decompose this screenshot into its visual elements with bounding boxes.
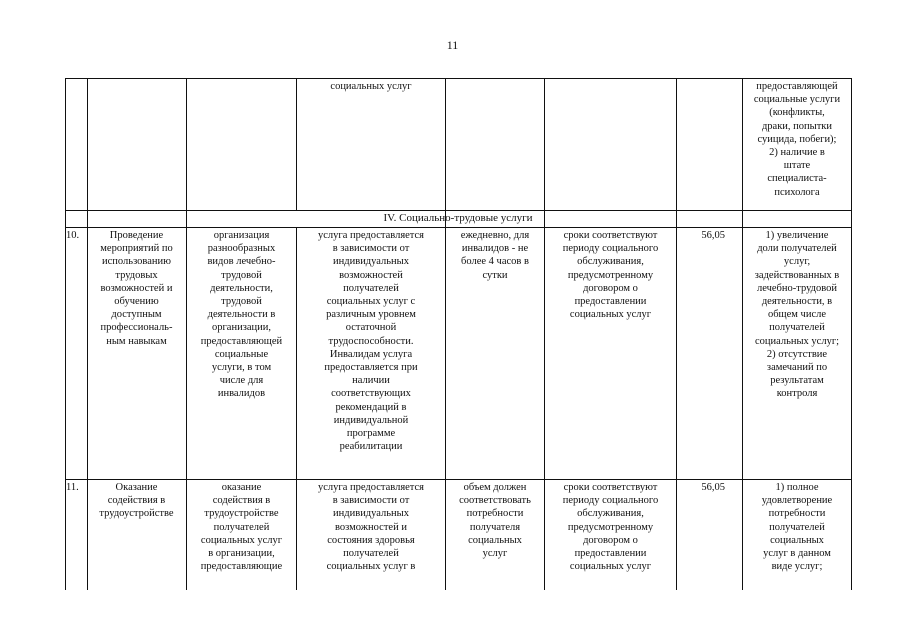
column-line — [851, 78, 852, 590]
row-line — [65, 227, 851, 228]
top-row-conditions: социальных услуг — [330, 81, 412, 92]
service-name: Проведение мероприятий по использованию трудовых возможностей и обучению доступным профессиональ- ным навыкам — [100, 230, 173, 347]
service-terms: сроки соответствуют периоду социального обслуживания, предусмотренному договором о предоставлении социальных услуг — [562, 230, 659, 321]
service-volume: объем должен соответствовать потребности получателя социальных услуг — [459, 482, 531, 560]
service-volume: ежедневно, для инвалидов - не более 4 часов в сутки — [460, 230, 530, 281]
row-line — [65, 78, 851, 79]
row-number: 11. — [66, 482, 79, 493]
service-conditions: услуга предоставляется в зависимости от индивидуальных возможностей и состояния здоровья получателей социальных услуг в — [317, 482, 425, 573]
service-description: организация разнообразных видов лечебно- трудовой деятельности, трудовой деятельности в организации, предоставляющей социальные услуги, в том числе для инвалидов — [200, 230, 283, 400]
service-conditions: услуга предоставляется в зависимости от индивидуальных возможностей получателей социальных услуг с различным уровнем остаточной трудоспособности. Инвалидам услуга предоставляется при наличии соответствующих рекомендаций в индивидуальной программе реабилитации — [317, 230, 425, 453]
service-price: 56,05 — [701, 230, 725, 241]
service-price: 56,05 — [701, 482, 725, 493]
column-line — [296, 78, 297, 210]
page-number: 11 — [446, 38, 459, 52]
service-indicators: 1) полное удовлетворение потребности получателей социальных услуг в данном виде услуг; — [761, 482, 833, 573]
row-number: 10. — [66, 230, 80, 241]
services-table — [65, 78, 865, 590]
column-line — [676, 78, 677, 590]
column-line — [65, 78, 66, 590]
service-terms: сроки соответствуют периоду социального обслуживания, предусмотренному договором о предоставлении социальных услуг — [562, 482, 659, 573]
service-name: Оказание содействия в трудоустройстве — [99, 482, 174, 520]
row-line — [65, 479, 851, 480]
top-row-indicators: предоставляющей социальные услуги (конфликты, драки, попытки суицида, побеги); 2) наличие в штате специалиста- психолога — [753, 81, 841, 198]
service-indicators: 1) увеличение доли получателей услуг, задействованных в лечебно-трудовой деятельности, в общем числе получателей социальных услуг; 2) отсутствие замечаний по результатам контроля — [754, 230, 840, 400]
row-line — [65, 210, 851, 211]
service-description: оказание содействия в трудоустройстве получателей социальных услуг в организации, предоставляющие — [200, 482, 283, 573]
section-title: IV. Социально-трудовые услуги — [383, 212, 533, 224]
